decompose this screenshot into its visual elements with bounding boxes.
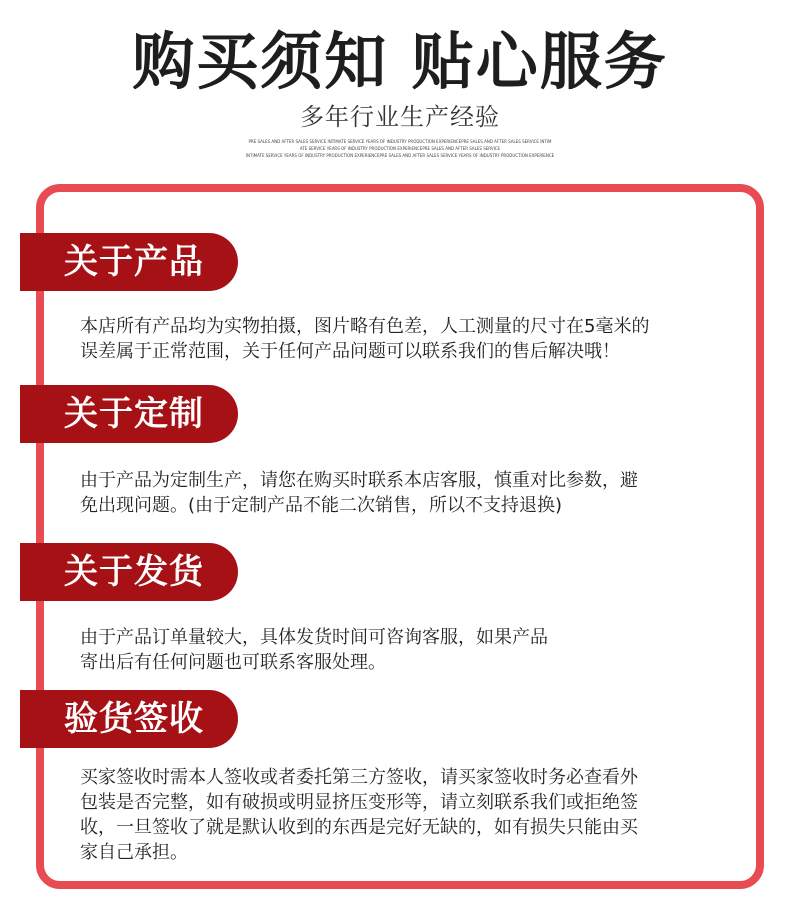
page-title: 购买须知 贴心服务 <box>132 25 668 98</box>
section-body-inspection <box>80 765 730 865</box>
page-subtitle: 多年行业生产经验 <box>300 103 500 131</box>
section-line: 误差属于正常范围，关于任何产品问题可以联系我们的售后解决哦！ <box>80 341 620 362</box>
section-line: 由于产品为定制生产，请您在购买时联系本店客服，慎重对比参数，避 <box>80 470 638 491</box>
section-body-custom <box>80 468 730 518</box>
section-line: 收，一旦签收了就是默认收到的东西是完好无缺的，如有损失只能由买 <box>80 817 638 838</box>
tagline-line: PRE SALES AND AFTER SALES SERVICE INTIMATE SERVICE YEARS OF INDUSTRY PRODUCTION EXPERIENCEPRE SALES AND AFTER SALES SERVICE INTIM <box>248 139 552 144</box>
section-line: 包装是否完整，如有破损或明显挤压变形等，请立刻联系我们或拒绝签 <box>80 792 638 813</box>
section-body-product <box>80 314 730 364</box>
section-line: 由于产品订单量较大，具体发货时间可咨询客服，如果产品 <box>80 627 548 648</box>
section-line: 免出现问题。(由于定制产品不能二次销售，所以不支持退换) <box>80 495 563 516</box>
section-body-shipping <box>80 625 730 675</box>
section-heading-custom: 关于定制 <box>20 385 238 443</box>
section-line: 寄出后有任何问题也可联系客服处理。 <box>80 652 386 673</box>
tagline-line: INTIMATE SERVICE YEARS OF INDUSTRY PRODUCTION EXPERIENCEPRE SALES AND AFTER SALES SERVICE YEARS OF INDUSTRY PRODUCTION EXPERIENCE <box>245 153 555 158</box>
section-heading-inspection: 验货签收 <box>20 690 238 748</box>
section-line: 买家签收时需本人签收或者委托第三方签收，请买家签收时务必查看外 <box>80 767 638 788</box>
section-heading-shipping: 关于发货 <box>20 543 238 601</box>
section-line: 家自己承担。 <box>80 842 188 863</box>
section-line: 本店所有产品均为实物拍摄，图片略有色差，人工测量的尺寸在5毫米的 <box>80 316 650 337</box>
tagline-line: ATE SERVICE YEARS OF INDUSTRY PRODUCTION EXPERIENCEPRE SALES AND AFTER SALES SERVICE <box>299 146 501 151</box>
section-heading-product: 关于产品 <box>20 233 238 291</box>
